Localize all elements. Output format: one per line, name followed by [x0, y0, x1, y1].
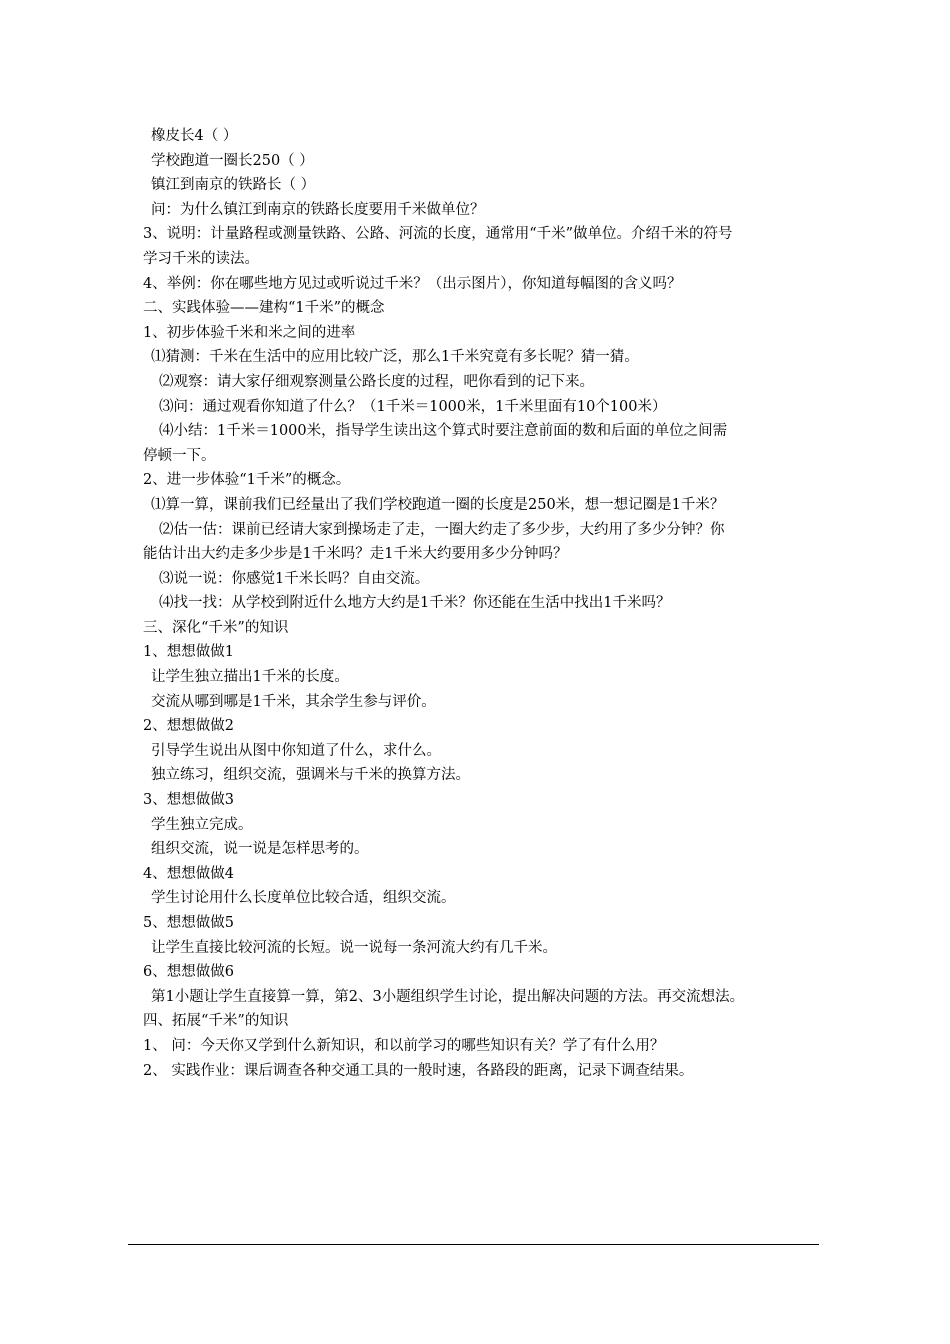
text-line: 4、想想做做4 — [143, 865, 234, 882]
text-line: 停顿一下。 — [143, 447, 216, 464]
text-line: 3、想想做做3 — [143, 792, 234, 809]
text-line: ⑵观察：请大家仔细观察测量公路长度的过程，吧你看到的记下来。 — [159, 373, 594, 390]
text-line: 橡皮长4（ ） — [151, 128, 238, 144]
text-line: ⑶说一说：你感觉1千米长吗？自由交流。 — [159, 570, 430, 587]
text-line: 学习千米的读法。 — [143, 250, 259, 267]
text-line: ⑵估一估：课前已经请大家到操场走了走，一圈大约走了多少步，大约用了多少分钟？你 — [159, 521, 725, 538]
text-line: 第1小题让学生直接算一算，第2、3小题组织学生讨论，提出解决问题的方法。再交流想法。 — [151, 988, 745, 1005]
text-line: 3、说明：计量路程或测量铁路、公路、河流的长度，通常用“千米”做单位。介绍千米的符号 — [143, 226, 733, 243]
text-line: 6、想想做做6 — [143, 964, 234, 981]
text-line: 学校跑道一圈长250（ ） — [151, 152, 314, 169]
text-line: 组织交流，说一说是怎样思考的。 — [151, 841, 369, 858]
text-line: 1、初步体验千米和米之间的进率 — [143, 324, 356, 341]
text-line: 2、进一步体验“1千米”的概念。 — [143, 472, 351, 489]
text-line: 2、想想做做2 — [143, 718, 234, 735]
text-line: 5、想想做做5 — [143, 915, 234, 931]
text-line: ⑷小结：1千米＝1000米，指导学生读出这个算式时要注意前面的数和后面的单位之间需 — [159, 423, 728, 440]
text-line: 独立练习，组织交流，强调米与千米的换算方法。 — [151, 767, 470, 784]
text-line: 2、 实践作业：课后调查各种交通工具的一般时速，各路段的距离，记录下调查结果。 — [143, 1062, 694, 1079]
text-line: 镇江到南京的铁路长（ ） — [151, 177, 316, 194]
text-line: 学生独立完成。 — [151, 816, 253, 833]
footer-rule — [128, 1244, 819, 1245]
text-line: ⑷找一找：从学校到附近什么地方大约是1千米？你还能在生活中找出1千米吗？ — [159, 595, 671, 612]
text-line: 能估计出大约走多少步是1千米吗？走1千米大约要用多少分钟吗？ — [143, 546, 568, 563]
text-line: ⑴猜测：千米在生活中的应用比较广泛，那么1千米究竟有多长呢？猜一猜。 — [151, 349, 639, 366]
text-line: 让学生独立描出1千米的长度。 — [151, 669, 349, 686]
text-line: 1、 问：今天你又学到什么新知识，和以前学习的哪些知识有关？学了有什么用？ — [143, 1037, 665, 1054]
text-line: 交流从哪到哪是1千米，其余学生参与评价。 — [151, 693, 436, 710]
text-line: 三、深化“千米”的知识 — [143, 619, 289, 636]
text-line: 让学生直接比较河流的长短。说一说每一条河流大约有几千米。 — [151, 939, 557, 956]
text-line: ⑴算一算，课前我们已经量出了我们学校跑道一圈的长度是250米，想一想记圈是1千米？ — [151, 496, 725, 513]
text-line: 4、举例：你在哪些地方见过或听说过千米？（出示图片），你知道每幅图的含义吗？ — [143, 275, 682, 292]
text-line: ⑶问：通过观看你知道了什么？（1千米＝1000米，1千米里面有10个100米） — [159, 398, 667, 415]
text-line: 问：为什么镇江到南京的铁路长度要用千米做单位？ — [151, 201, 485, 218]
text-line: 二、实践体验——建构“1千米”的概念 — [143, 300, 385, 317]
text-line: 四、拓展“千米”的知识 — [143, 1013, 289, 1030]
text-line: 1、想想做做1 — [143, 644, 234, 661]
document-body — [143, 124, 823, 1083]
text-line: 学生讨论用什么长度单位比较合适，组织交流。 — [151, 890, 456, 907]
text-line: 引导学生说出从图中你知道了什么，求什么。 — [151, 742, 441, 759]
